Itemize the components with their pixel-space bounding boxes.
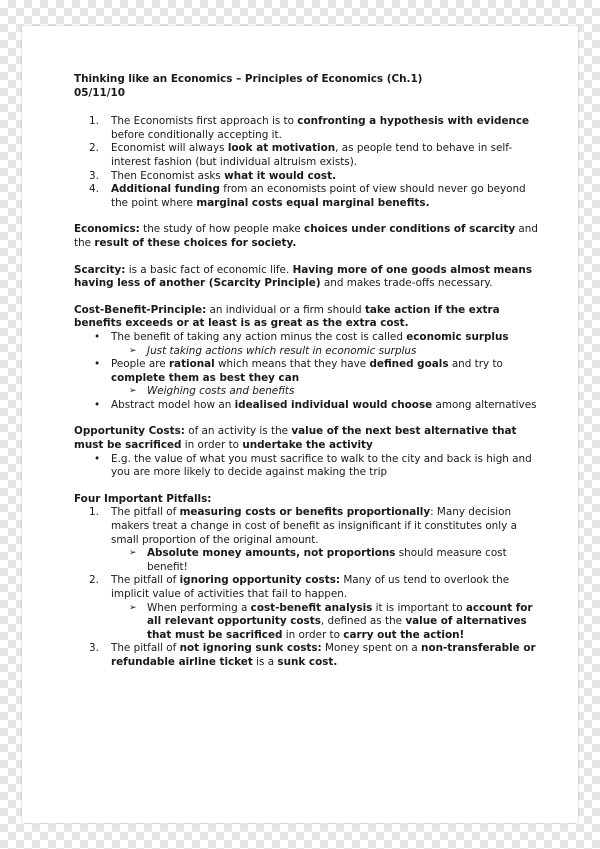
list-item-text: The benefit of taking any action minus the cost is called economic surplus [111,330,509,343]
bullet-icon: • [94,398,101,411]
sub-list-item [74,602,544,643]
list-item [74,506,544,547]
sub-list-item [74,547,544,574]
list-item [74,453,544,480]
arrow-bullet-icon: ➢ [129,345,137,356]
list-item [74,115,544,142]
list-item [74,642,544,669]
list-item-text: Then Economist asks what it would cost. [111,169,336,182]
list-item [74,142,544,169]
sub-item-text: Weighing costs and benefits [147,385,295,398]
document-page [22,26,578,823]
arrow-bullet-icon: ➢ [129,548,137,559]
list-item-text: The pitfall of not ignoring sunk costs: Money spent on a non-transferable or refundable airline ticket is a sunk cost. [111,642,536,668]
list-item-text: Additional funding from an economists point of view should never go beyond the point where marginal costs equal marginal benefits. [111,183,526,209]
sub-item-text: When performing a cost-benefit analysis it is important to account for all relevant opportunity costs, defined as the value of alternatives that must be sacrificed in order to carry out the action! [147,601,533,641]
sub-item-text: Just taking actions which result in economic surplus [147,344,417,357]
document-date: 05/11/10 [74,86,125,99]
list-number: 3. [89,642,99,655]
list-item [74,574,544,601]
list-number: 1. [89,506,99,519]
pitfalls-heading: Four Important Pitfalls: [74,492,212,505]
document-content [74,73,544,670]
sub-list-item [74,385,544,399]
bullet-icon: • [94,452,101,465]
list-item-text: The pitfall of ignoring opportunity costs: Many of us tend to overlook the implicit value of activities that fail to happen. [111,574,510,600]
arrow-bullet-icon: ➢ [129,602,137,613]
list-number: 1. [89,115,99,128]
list-item-text: Economist will always look at motivation, as people tend to behave in self-interest fashion (but individual altruism exists). [111,142,513,168]
scarcity-definition: Scarcity: is a basic fact of economic life. Having more of one goods almost means having less of another (Scarcity Principle) and makes trade-offs necessary. [74,263,533,290]
document-title: Thinking like an Economics – Principles of Economics (Ch.1) [74,73,423,85]
sub-item-text: Absolute money amounts, not proportions should measure cost benefit! [147,547,507,573]
sub-list-item [74,345,544,359]
list-item-text: Abstract model how an idealised individual would choose among alternatives [111,398,537,411]
list-item-text: E.g. the value of what you must sacrifice to walk to the city and back is high and you are more likely to decide against making the trip [111,452,532,479]
cost-benefit-definition: Cost-Benefit-Principle: an individual or a firm should take action if the extra benefits exceeds or at least is as great as the extra cost. [74,303,500,330]
list-number: 3. [89,169,99,182]
list-number: 2. [89,142,99,155]
list-item [74,358,544,385]
list-item [74,183,544,210]
bullet-icon: • [94,330,101,343]
list-item [74,399,544,413]
arrow-bullet-icon: ➢ [129,386,137,397]
list-item-text: The pitfall of measuring costs or benefits proportionally: Many decision makers treat a change in cost of benefit as insignificant if it constitutes only a small proportion of the original amount. [111,506,517,546]
list-number: 2. [89,574,99,587]
list-item-text: The Economists first approach is to confronting a hypothesis with evidence before conditionally accepting it. [111,115,530,141]
list-item [74,331,544,345]
list-item-text: People are rational which means that they have defined goals and try to complete them as best they can [111,358,503,384]
bullet-icon: • [94,358,101,371]
economics-definition: Economics: the study of how people make choices under conditions of scarcity and the result of these choices for society. [74,223,538,249]
list-item [74,170,544,184]
list-number: 4. [89,183,99,196]
opportunity-cost-definition: Opportunity Costs: of an activity is the value of the next best alternative that must be sacrificed in order to undertake the activity [74,425,517,452]
